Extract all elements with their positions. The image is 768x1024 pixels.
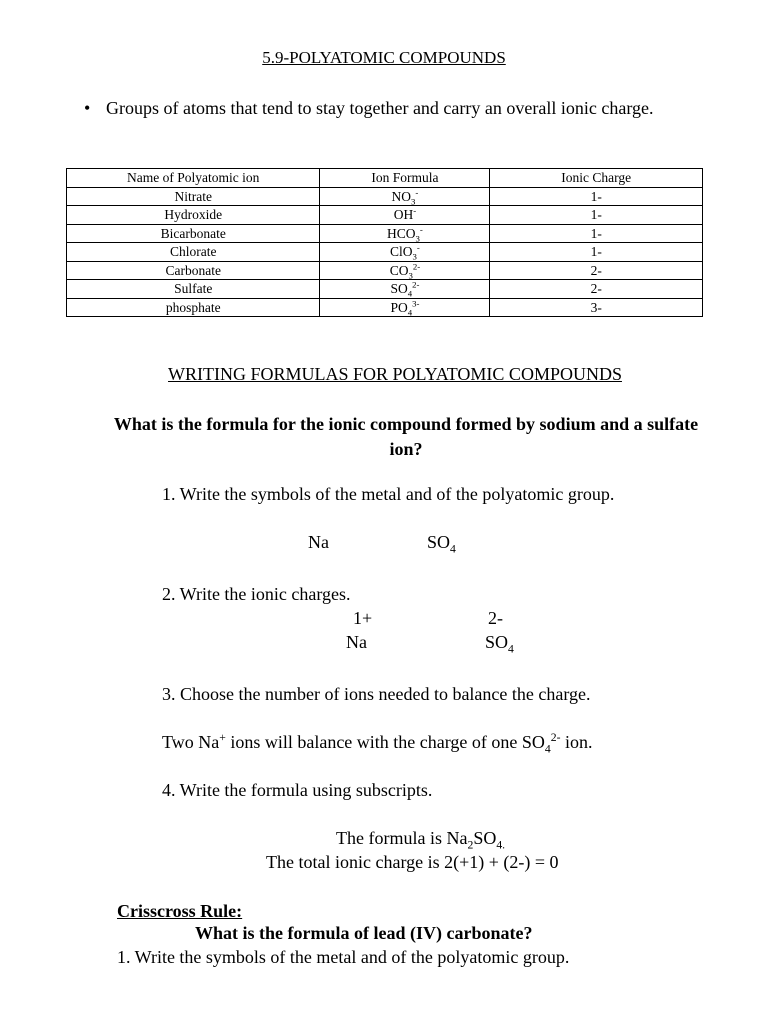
ion-name: Chlorate <box>67 243 320 262</box>
header-formula: Ion Formula <box>320 169 490 188</box>
header-charge: Ionic Charge <box>490 169 703 188</box>
table-row <box>67 243 703 262</box>
polyatomic-ion-table <box>66 168 703 317</box>
table-row <box>67 224 703 243</box>
ion-charge: 1- <box>490 187 703 206</box>
ion-name: Bicarbonate <box>67 224 320 243</box>
step-1: 1. Write the symbols of the metal and of the polyatomic group. <box>162 484 615 504</box>
table-row <box>67 280 703 299</box>
group-symbol: $SO_4$ <box>427 532 456 556</box>
ion-formula: $CO_3^{2-}$ <box>320 261 490 280</box>
ion-charge: 1- <box>490 206 703 225</box>
ion-formula: $PO_4^{3-}$ <box>320 298 490 317</box>
formula-result: The formula is $Na_2SO_{4.}$ <box>336 828 506 852</box>
example-question-2: What is the formula of lead (IV) carbonate? <box>195 923 533 943</box>
crisscross-heading: Crisscross Rule: <box>117 901 243 921</box>
ion-name: Nitrate <box>67 187 320 206</box>
table-row <box>67 298 703 317</box>
balance-sentence: Two Na+ ions will balance with the charge of one $SO_4^{2-}$ ion. <box>162 731 593 756</box>
ion-charge: 3- <box>490 298 703 317</box>
group-symbol-2: $SO_4$ <box>485 632 514 656</box>
ion-formula: $NO_3^-$ <box>320 187 490 206</box>
metal-symbol-2: Na <box>346 632 367 652</box>
section-heading: WRITING FORMULAS FOR POLYATOMIC COMPOUNDS <box>168 364 622 384</box>
table-row <box>67 187 703 206</box>
ion-charge: 1- <box>490 243 703 262</box>
table-row <box>67 206 703 225</box>
ion-formula: OH- <box>320 206 490 225</box>
ion-charge: 2- <box>490 261 703 280</box>
group-charge: 2- <box>488 608 503 628</box>
ion-name: Hydroxide <box>67 206 320 225</box>
step-3: 3. Choose the number of ions needed to balance the charge. <box>162 684 591 704</box>
step-1b: 1. Write the symbols of the metal and of the polyatomic group. <box>117 947 570 967</box>
ion-name: Sulfate <box>67 280 320 299</box>
header-name: Name of Polyatomic ion <box>67 169 320 188</box>
ion-name: phosphate <box>67 298 320 317</box>
table-row <box>67 261 703 280</box>
ion-formula: ClO$_3$- <box>320 243 490 262</box>
ion-formula: $SO_4^{2-}$ <box>320 280 490 299</box>
metal-symbol: Na <box>308 532 329 552</box>
metal-charge: 1+ <box>353 608 373 628</box>
page-title: 5.9-POLYATOMIC COMPOUNDS <box>262 48 506 67</box>
ion-charge: 2- <box>490 280 703 299</box>
table-header-row <box>67 169 703 188</box>
step-4: 4. Write the formula using subscripts. <box>162 780 433 800</box>
ion-charge: 1- <box>490 224 703 243</box>
step-2: 2. Write the ionic charges. <box>162 584 351 604</box>
ion-formula: $HCO_3^-$ <box>320 224 490 243</box>
ion-name: Carbonate <box>67 261 320 280</box>
bullet-icon: • <box>84 98 91 118</box>
example-question: What is the formula for the ionic compound formed by sodium and a sulfate ion? <box>113 414 699 459</box>
bullet-text: Groups of atoms that tend to stay together and carry an overall ionic charge. <box>106 98 654 118</box>
total-charge: The total ionic charge is 2(+1) + (2-) = 0 <box>266 852 559 872</box>
bullet-item <box>84 96 684 121</box>
